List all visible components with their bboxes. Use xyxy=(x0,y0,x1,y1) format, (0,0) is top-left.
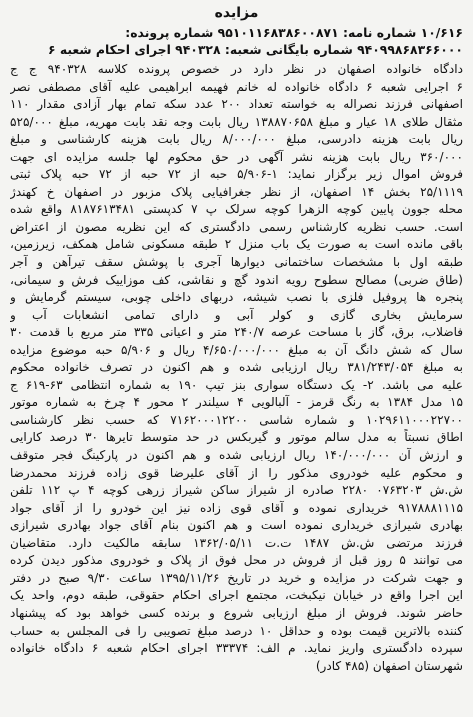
notice-body-line: اصفهانی فرزند نصراله به خواسته تعداد ۲۰۰ عدد سکه تمام بهار آزادی مقدار ۱۱۰ xyxy=(10,97,463,112)
reference-line: ۱۰/۶۱۶ شماره نامه: ۹۵۱۰۱۱۶۸۳۸۶۰۰۸۷۱ شماره پرونده: xyxy=(125,25,463,40)
notice-body-line: باقی مانده است به صورت یک باب منزل ۲ طبقه مسکونی شامل همکف، زیرزمین، xyxy=(10,237,463,252)
notice-body-line: ۶ اجرایی شعبه ۶ دادگاه خانواده له خانم فهیمه ابراهیمی علیه آقای مصطفی نصر xyxy=(10,79,463,94)
notice-body-line: سال که شش دانگ آن به مبلغ ۴/۶۵۰/۰۰۰/۰۰۰ ریال و ۵/۹۰۶ حبه موضوع مزایده xyxy=(10,342,463,357)
notice-body-line: ۱۵ مدل ۱۳۸۴ به رنگ قرمز - آلبالویی ۴ سیلندر ۲ محور ۴ چرخ به شماره موتور xyxy=(10,395,463,410)
notice-body-line: بهادری شیرازی خریداری نموده است و هم اکنون بنام آقای جواد بهادری شیرازی xyxy=(10,518,463,533)
notice-body-line: سرمایش بخاری گازی و کولر آبی و دارای تمامی انشعابات آب و xyxy=(10,307,463,322)
notice-body-line: ۹۱۷۸۸۸۱۱۱۵ خریداری نموده و آقای قوی زاده نیز این خودرو را از آقای جواد xyxy=(10,500,463,515)
notice-body-line: است. حسب نظریه کارشناس رسمی دادگستری که این نظریه مصون از اعتراض xyxy=(10,219,463,234)
notice-body-line: ۱۰۲۹۶۱۱۰۰۰۲۲۷۰۰ و شماره شاسی ۷۱۶۲۰۰۰۱۲۲۰۰ که حسب نظر کارشناسی xyxy=(10,412,463,427)
notice-body-line: حاضر شوند. فروش از مبلغ ارزیابی شروع و برنده کسی خواهد بود که پیشنهاد xyxy=(10,605,463,620)
notice-body xyxy=(10,61,463,675)
notice-body-line: اطاق نسبتاً به مدل سالم موتور و گیربکس در حد متوسط تایرها ۳۰ درصد کارایی xyxy=(10,430,463,445)
notice-body-line: علیه می باشد. ۲- یک دستگاه سواری بنز تیپ ۱۹۰ به شماره انتظامی ۶۳-۶۱۹ ج xyxy=(10,377,463,392)
notice-body-line: فروش اموال زیر برگزار نماید: ۱-۵/۹۰۶ حبه از ۷۲ حبه از ۷۲ حبه پلاک ثبتی xyxy=(10,167,463,182)
notice-body-line: فرزند مرتضی ش.ش ۱۴۸۷ ت.ت ۱۳۶۲/۰۵/۱۱ سابقه مالکیت دارد. متقاضیان xyxy=(10,535,463,550)
notice-body-line: فاضلاب، برق، گاز با مساحت عرصه ۲۴۰/۷ متر و اعیانی ۳۳۵ متر مربع با قدمت ۳۰ xyxy=(10,325,463,340)
notice-body-line: این اجرا واقع در خیابان نیکبخت، مجتمع اجرای احکام حقوقی، طبقه دوم، واحد یک xyxy=(10,588,463,603)
notice-body-line: و جهت شرکت در مزایده و خرید در تاریخ ۱۳۹۵/۱۱/۲۶ ساعت ۹/۳۰ صبح در دفتر xyxy=(10,570,463,585)
notice-body-line: محله جوون پایین کوچه الزهرا کوچه سرلک پ ۷ کدپستی ۸۱۸۷۶۱۳۴۸۱ واقع شده xyxy=(10,202,463,217)
notice-body-line: و ارزش آن ۱۴۰/۰۰۰/۰۰۰ ریال ارزیابی شده و هم اکنون در پارکینگ فجر متوقف xyxy=(10,448,463,463)
notice-body-line: کننده بالاترین قیمت بوده و حداقل ۱۰ درصد مبلغ تصویبی را فی المجلس به حساب xyxy=(10,623,463,638)
notice-body-line: و محکوم علیه خودروی مذکور را از آقای علیرضا قوی زاده فرزند محمدرضا xyxy=(10,465,463,480)
notice-reference-header xyxy=(10,24,463,58)
notice-body-line: شهرستان اصفهان (۴۸۵ کادر) xyxy=(315,658,463,673)
reference-line: ۹۴۰۹۹۸۶۸۳۶۶۰۰۰ شماره بایگانی شعبه: ۹۴۰۳۲۸ اجرای احکام شعبه ۶ xyxy=(47,42,463,57)
notice-body-line: ش.ش ۰۷۶۳۲۰۳ ۲۲۸۰ صادره از شیراز ساکن شیراز زرهی کوچه ۴ پ ۱۱۲ تلفن xyxy=(10,483,463,498)
notice-body-line: دادگاه خانواده اصفهان در نظر دارد در خصوص پرونده کلاسه ۹۴۰۳۲۸ ج ج xyxy=(10,62,463,76)
notice-body-line: طبقه اول با مشخصات ساختمانی دیوارها آجری با پوشش سقف تیرآهن و آجر xyxy=(10,255,463,270)
notice-body-line: مثقال طلای ۱۸ عیار و مبلغ ۱۳۸۸۷۰۶۵۸ ریال بابت وجه نقد بابت مهریه، مبلغ ۵۲۵/۰۰۰ xyxy=(10,114,463,129)
notice-body-line: می توانند ۵ روز قبل از فروش در محل فوق از پلاک و خودروی مذکور دیدن کرده xyxy=(10,553,463,568)
notice-body-line: (طاق ضربی) مصالح سطوح رویه اندود گچ و نقاشی، کف موزاییک فرش و سیمانی، xyxy=(10,272,463,287)
notice-body-line: ۲۵/۱۱۱۹ بخش ۱۴ اصفهان، از نظر جغرافیایی پلاک مزبور در اصفهان خ کهندژ xyxy=(10,184,463,199)
notice-body-line: به مبلغ ۳۸۱/۲۴۳/۰۵۴ ریال ارزیابی شده و هم اکنون در تصرف خانواده محکوم xyxy=(10,360,463,375)
notice-body-line: سپرده دادگستری واریز نماید. م الف: ۳۳۳۷۴ اجرای احکام شعبه ۶ دادگاه خانواده xyxy=(10,641,463,656)
notice-title: مزایده xyxy=(214,5,259,21)
notice-body-line: ۳۶۰/۰۰۰ ریال بابت هزینه نشر آگهی در حق محکوم لها جلسه مزایده ای جهت xyxy=(10,149,463,164)
notice-body-line: ریال بابت هزینه دادرسی، مبلغ ۸/۰۰۰/۰۰۰ ریال بابت هزینه کارشناسی و مبلغ xyxy=(10,132,463,147)
notice-body-line: پنجره ها پروفیل فلزی با نصب شیشه، دربهای داخلی چوبی، سیستم گرمایش و xyxy=(10,290,463,305)
